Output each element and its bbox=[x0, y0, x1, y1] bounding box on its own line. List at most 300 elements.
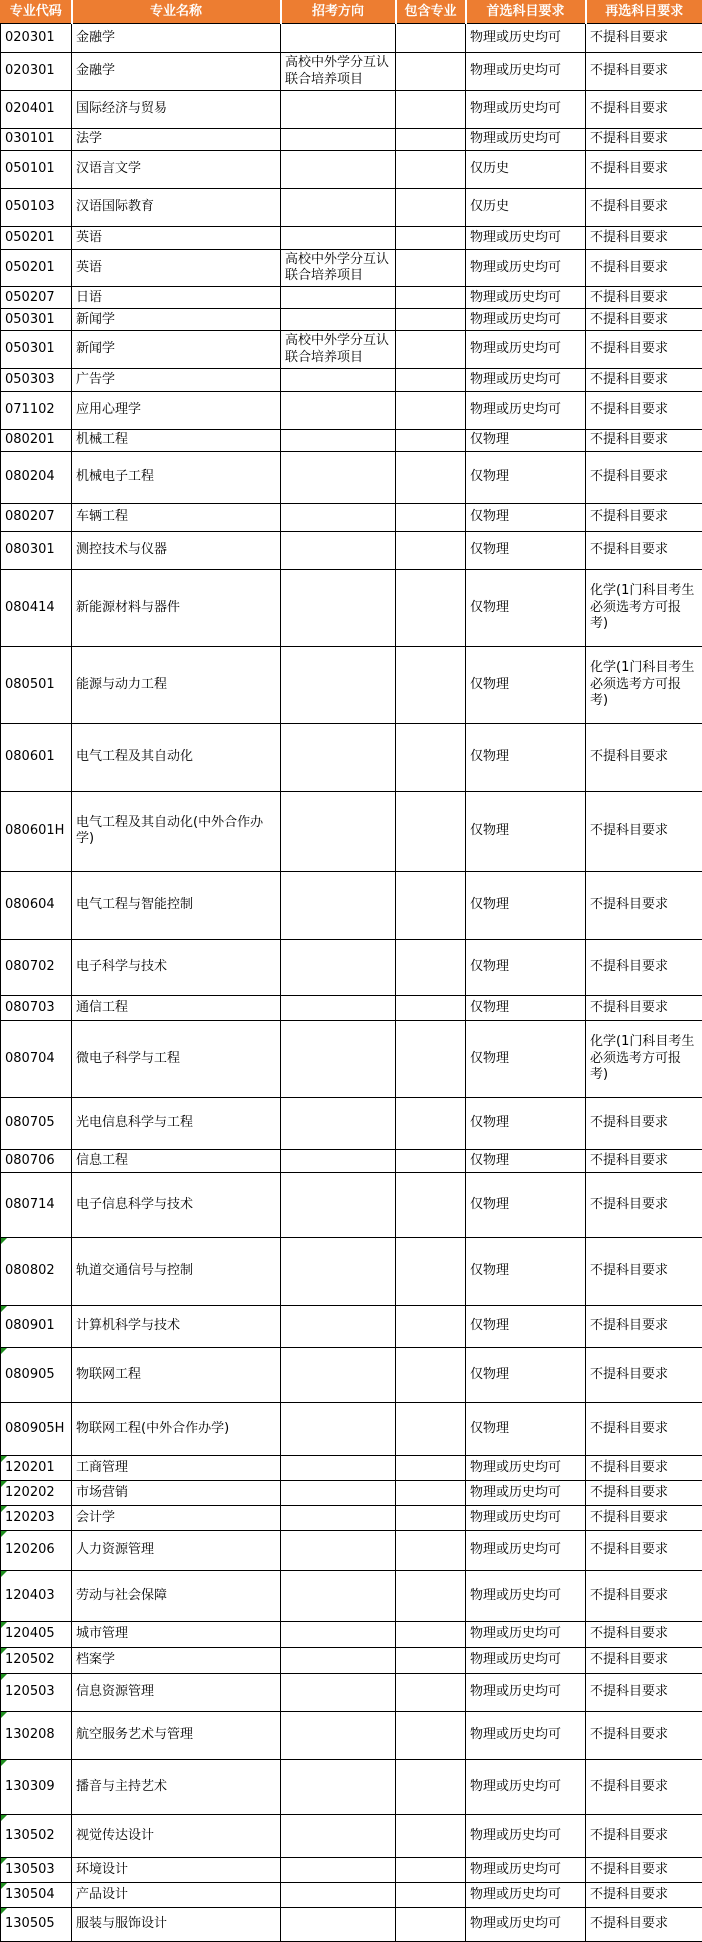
cell-direction[interactable] bbox=[281, 1621, 396, 1647]
cell-included[interactable] bbox=[396, 1621, 466, 1647]
cell-included[interactable] bbox=[396, 995, 466, 1020]
cell-included[interactable] bbox=[396, 1305, 466, 1347]
cell-direction[interactable] bbox=[281, 531, 396, 569]
cell-code[interactable] bbox=[1, 53, 72, 91]
cell-first-subject[interactable] bbox=[466, 791, 586, 871]
cell-included[interactable] bbox=[396, 1505, 466, 1530]
cell-code[interactable] bbox=[1, 331, 72, 369]
cell-first-subject[interactable] bbox=[466, 1621, 586, 1647]
cell-second-subject[interactable] bbox=[586, 646, 702, 723]
cell-code[interactable] bbox=[1, 1237, 72, 1305]
cell-included[interactable] bbox=[396, 1882, 466, 1907]
table-row bbox=[1, 128, 702, 150]
cell-direction[interactable] bbox=[281, 331, 396, 369]
cell-code[interactable] bbox=[1, 531, 72, 569]
cell-code[interactable] bbox=[1, 1570, 72, 1621]
cell-text: 英语 bbox=[76, 260, 102, 275]
cell-direction[interactable] bbox=[281, 1347, 396, 1402]
cell-name[interactable] bbox=[72, 1480, 281, 1505]
cell-name[interactable] bbox=[72, 309, 281, 331]
cell-included[interactable] bbox=[396, 128, 466, 150]
cell-direction[interactable] bbox=[281, 1305, 396, 1347]
cell-included[interactable] bbox=[396, 1570, 466, 1621]
cell-name[interactable] bbox=[72, 1020, 281, 1097]
cell-first-subject[interactable] bbox=[466, 309, 586, 331]
cell-second-subject[interactable] bbox=[586, 451, 702, 503]
cell-direction[interactable] bbox=[281, 939, 396, 995]
cell-text: 物理或历史均可 bbox=[470, 1828, 561, 1843]
cell-second-subject[interactable] bbox=[586, 53, 702, 91]
cell-name[interactable] bbox=[72, 287, 281, 309]
cell-first-subject[interactable] bbox=[466, 53, 586, 91]
cell-first-subject[interactable] bbox=[466, 451, 586, 503]
cell-second-subject[interactable] bbox=[586, 1711, 702, 1759]
cell-included[interactable] bbox=[396, 569, 466, 646]
cell-included[interactable] bbox=[396, 1530, 466, 1570]
cell-direction[interactable] bbox=[281, 1097, 396, 1149]
cell-code[interactable] bbox=[1, 1172, 72, 1237]
cell-name[interactable] bbox=[72, 368, 281, 391]
cell-first-subject[interactable] bbox=[466, 226, 586, 249]
cell-second-subject[interactable] bbox=[586, 1402, 702, 1455]
cell-second-subject[interactable] bbox=[586, 128, 702, 150]
cell-direction[interactable] bbox=[281, 53, 396, 91]
cell-name[interactable] bbox=[72, 1402, 281, 1455]
cell-text: 不提科目要求 bbox=[590, 749, 668, 764]
cell-included[interactable] bbox=[396, 503, 466, 531]
cell-name[interactable] bbox=[72, 451, 281, 503]
cell-code[interactable] bbox=[1, 188, 72, 226]
cell-first-subject[interactable] bbox=[466, 429, 586, 451]
cell-first-subject[interactable] bbox=[466, 1237, 586, 1305]
cell-included[interactable] bbox=[396, 24, 466, 53]
cell-name[interactable] bbox=[72, 1814, 281, 1857]
cell-text: 电气工程及其自动化 bbox=[76, 749, 193, 764]
cell-name[interactable] bbox=[72, 939, 281, 995]
cell-included[interactable] bbox=[396, 53, 466, 91]
cell-first-subject[interactable] bbox=[466, 249, 586, 287]
cell-name[interactable] bbox=[72, 1621, 281, 1647]
cell-name[interactable] bbox=[72, 871, 281, 939]
cell-direction[interactable] bbox=[281, 150, 396, 188]
cell-direction[interactable] bbox=[281, 287, 396, 309]
cell-direction[interactable] bbox=[281, 90, 396, 128]
cell-first-subject[interactable] bbox=[466, 1673, 586, 1711]
cell-included[interactable] bbox=[396, 1759, 466, 1814]
cell-second-subject[interactable] bbox=[586, 1570, 702, 1621]
cell-code[interactable] bbox=[1, 1347, 72, 1402]
cell-second-subject[interactable] bbox=[586, 871, 702, 939]
cell-first-subject[interactable] bbox=[466, 1570, 586, 1621]
cell-second-subject[interactable] bbox=[586, 1505, 702, 1530]
cell-first-subject[interactable] bbox=[466, 1305, 586, 1347]
cell-code[interactable] bbox=[1, 90, 72, 128]
cell-name[interactable] bbox=[72, 1857, 281, 1882]
cell-code[interactable] bbox=[1, 309, 72, 331]
cell-first-subject[interactable] bbox=[466, 1347, 586, 1402]
cell-direction[interactable] bbox=[281, 188, 396, 226]
cell-included[interactable] bbox=[396, 287, 466, 309]
cell-text: 物理或历史均可 bbox=[470, 1485, 561, 1500]
cell-direction[interactable] bbox=[281, 1857, 396, 1882]
cell-second-subject[interactable] bbox=[586, 391, 702, 429]
cell-code[interactable] bbox=[1, 871, 72, 939]
cell-name[interactable] bbox=[72, 1907, 281, 1941]
cell-second-subject[interactable] bbox=[586, 791, 702, 871]
cell-second-subject[interactable] bbox=[586, 1020, 702, 1097]
cell-included[interactable] bbox=[396, 1172, 466, 1237]
cell-second-subject[interactable] bbox=[586, 1237, 702, 1305]
cell-direction[interactable] bbox=[281, 1149, 396, 1172]
cell-first-subject[interactable] bbox=[466, 24, 586, 53]
cell-name[interactable] bbox=[72, 723, 281, 791]
cell-name[interactable] bbox=[72, 995, 281, 1020]
cell-included[interactable] bbox=[396, 939, 466, 995]
cell-second-subject[interactable] bbox=[586, 188, 702, 226]
cell-included[interactable] bbox=[396, 1455, 466, 1480]
cell-name[interactable] bbox=[72, 1305, 281, 1347]
cell-second-subject[interactable] bbox=[586, 1530, 702, 1570]
cell-second-subject[interactable] bbox=[586, 24, 702, 53]
cell-code[interactable] bbox=[1, 503, 72, 531]
cell-name[interactable] bbox=[72, 53, 281, 91]
cell-code[interactable] bbox=[1, 1305, 72, 1347]
cell-direction[interactable] bbox=[281, 429, 396, 451]
header-cell-included[interactable]: 包含专业 bbox=[396, 1, 466, 24]
cell-name[interactable] bbox=[72, 1172, 281, 1237]
header-cell-name[interactable]: 专业名称 bbox=[72, 1, 281, 24]
cell-second-subject[interactable] bbox=[586, 569, 702, 646]
cell-code[interactable] bbox=[1, 1814, 72, 1857]
cell-included[interactable] bbox=[396, 1097, 466, 1149]
cell-included[interactable] bbox=[396, 150, 466, 188]
cell-included[interactable] bbox=[396, 1814, 466, 1857]
cell-direction[interactable] bbox=[281, 503, 396, 531]
cell-second-subject[interactable] bbox=[586, 1455, 702, 1480]
cell-included[interactable] bbox=[396, 531, 466, 569]
cell-second-subject[interactable] bbox=[586, 1480, 702, 1505]
cell-second-subject[interactable] bbox=[586, 1305, 702, 1347]
cell-first-subject[interactable] bbox=[466, 1097, 586, 1149]
cell-text: 物理或历史均可 bbox=[470, 1916, 561, 1931]
cell-first-subject[interactable] bbox=[466, 1402, 586, 1455]
cell-included[interactable] bbox=[396, 429, 466, 451]
cell-direction[interactable] bbox=[281, 569, 396, 646]
cell-first-subject[interactable] bbox=[466, 1480, 586, 1505]
cell-first-subject[interactable] bbox=[466, 368, 586, 391]
cell-code[interactable] bbox=[1, 128, 72, 150]
cell-first-subject[interactable] bbox=[466, 503, 586, 531]
cell-direction[interactable] bbox=[281, 1647, 396, 1673]
cell-direction[interactable] bbox=[281, 646, 396, 723]
cell-direction[interactable] bbox=[281, 1814, 396, 1857]
header-cell-first-subject[interactable]: 首选科目要求 bbox=[466, 1, 586, 24]
cell-direction[interactable] bbox=[281, 871, 396, 939]
cell-direction[interactable] bbox=[281, 1882, 396, 1907]
cell-code[interactable] bbox=[1, 451, 72, 503]
cell-first-subject[interactable] bbox=[466, 723, 586, 791]
cell-code[interactable] bbox=[1, 1530, 72, 1570]
cell-second-subject[interactable] bbox=[586, 150, 702, 188]
cell-included[interactable] bbox=[396, 871, 466, 939]
cell-text: 通信工程 bbox=[76, 1000, 128, 1015]
cell-second-subject[interactable] bbox=[586, 1172, 702, 1237]
cell-name[interactable] bbox=[72, 1505, 281, 1530]
cell-first-subject[interactable] bbox=[466, 391, 586, 429]
cell-included[interactable] bbox=[396, 1480, 466, 1505]
cell-direction[interactable] bbox=[281, 1570, 396, 1621]
cell-name[interactable] bbox=[72, 1097, 281, 1149]
cell-name[interactable] bbox=[72, 531, 281, 569]
cell-code[interactable] bbox=[1, 24, 72, 53]
cell-second-subject[interactable] bbox=[586, 226, 702, 249]
cell-name[interactable] bbox=[72, 1882, 281, 1907]
cell-first-subject[interactable] bbox=[466, 569, 586, 646]
cell-name[interactable] bbox=[72, 1570, 281, 1621]
cell-included[interactable] bbox=[396, 368, 466, 391]
cell-name[interactable] bbox=[72, 1149, 281, 1172]
cell-name[interactable] bbox=[72, 1759, 281, 1814]
cell-direction[interactable] bbox=[281, 368, 396, 391]
cell-second-subject[interactable] bbox=[586, 287, 702, 309]
cell-included[interactable] bbox=[396, 226, 466, 249]
cell-included[interactable] bbox=[396, 391, 466, 429]
cell-direction[interactable] bbox=[281, 1530, 396, 1570]
cell-first-subject[interactable] bbox=[466, 1759, 586, 1814]
cell-included[interactable] bbox=[396, 1149, 466, 1172]
cell-code[interactable] bbox=[1, 995, 72, 1020]
cell-second-subject[interactable] bbox=[586, 939, 702, 995]
cell-first-subject[interactable] bbox=[466, 1530, 586, 1570]
cell-first-subject[interactable] bbox=[466, 1814, 586, 1857]
cell-first-subject[interactable] bbox=[466, 331, 586, 369]
cell-direction[interactable] bbox=[281, 1402, 396, 1455]
cell-direction[interactable] bbox=[281, 1907, 396, 1941]
cell-first-subject[interactable] bbox=[466, 150, 586, 188]
cell-included[interactable] bbox=[396, 1402, 466, 1455]
cell-direction[interactable] bbox=[281, 1172, 396, 1237]
cell-code[interactable] bbox=[1, 1907, 72, 1941]
cell-first-subject[interactable] bbox=[466, 1647, 586, 1673]
cell-code[interactable] bbox=[1, 429, 72, 451]
cell-text: 130208 bbox=[5, 1727, 55, 1742]
cell-second-subject[interactable] bbox=[586, 1347, 702, 1402]
cell-first-subject[interactable] bbox=[466, 1505, 586, 1530]
cell-direction[interactable] bbox=[281, 249, 396, 287]
cell-second-subject[interactable] bbox=[586, 1907, 702, 1941]
cell-included[interactable] bbox=[396, 723, 466, 791]
cell-code[interactable] bbox=[1, 1149, 72, 1172]
cell-direction[interactable] bbox=[281, 995, 396, 1020]
cell-first-subject[interactable] bbox=[466, 1172, 586, 1237]
cell-code[interactable] bbox=[1, 1020, 72, 1097]
cell-name[interactable] bbox=[72, 24, 281, 53]
cell-code[interactable] bbox=[1, 646, 72, 723]
cell-code[interactable] bbox=[1, 1097, 72, 1149]
cell-second-subject[interactable] bbox=[586, 249, 702, 287]
cell-second-subject[interactable] bbox=[586, 1759, 702, 1814]
cell-direction[interactable] bbox=[281, 451, 396, 503]
cell-name[interactable] bbox=[72, 569, 281, 646]
cell-second-subject[interactable] bbox=[586, 368, 702, 391]
cell-direction[interactable] bbox=[281, 791, 396, 871]
cell-name[interactable] bbox=[72, 391, 281, 429]
cell-included[interactable] bbox=[396, 1857, 466, 1882]
cell-first-subject[interactable] bbox=[466, 871, 586, 939]
cell-second-subject[interactable] bbox=[586, 1857, 702, 1882]
cell-second-subject[interactable] bbox=[586, 531, 702, 569]
cell-name[interactable] bbox=[72, 1673, 281, 1711]
cell-included[interactable] bbox=[396, 1020, 466, 1097]
cell-included[interactable] bbox=[396, 1347, 466, 1402]
cell-code[interactable] bbox=[1, 1857, 72, 1882]
cell-first-subject[interactable] bbox=[466, 188, 586, 226]
cell-direction[interactable] bbox=[281, 128, 396, 150]
cell-name[interactable] bbox=[72, 90, 281, 128]
cell-included[interactable] bbox=[396, 188, 466, 226]
cell-included[interactable] bbox=[396, 90, 466, 128]
cell-included[interactable] bbox=[396, 451, 466, 503]
cell-first-subject[interactable] bbox=[466, 1907, 586, 1941]
cell-code[interactable] bbox=[1, 723, 72, 791]
cell-name[interactable] bbox=[72, 1237, 281, 1305]
cell-first-subject[interactable] bbox=[466, 1882, 586, 1907]
cell-included[interactable] bbox=[396, 1907, 466, 1941]
cell-second-subject[interactable] bbox=[586, 1097, 702, 1149]
cell-included[interactable] bbox=[396, 646, 466, 723]
cell-code[interactable] bbox=[1, 1759, 72, 1814]
cell-included[interactable] bbox=[396, 791, 466, 871]
cell-code[interactable] bbox=[1, 1882, 72, 1907]
cell-direction[interactable] bbox=[281, 1505, 396, 1530]
cell-second-subject[interactable] bbox=[586, 1149, 702, 1172]
cell-code[interactable] bbox=[1, 150, 72, 188]
cell-second-subject[interactable] bbox=[586, 1673, 702, 1711]
cell-text: 不提科目要求 bbox=[590, 1485, 668, 1500]
cell-second-subject[interactable] bbox=[586, 503, 702, 531]
cell-direction[interactable] bbox=[281, 1020, 396, 1097]
cell-included[interactable] bbox=[396, 1237, 466, 1305]
cell-code[interactable] bbox=[1, 1402, 72, 1455]
cell-name[interactable] bbox=[72, 1455, 281, 1480]
cell-included[interactable] bbox=[396, 1647, 466, 1673]
cell-first-subject[interactable] bbox=[466, 90, 586, 128]
cell-code[interactable] bbox=[1, 569, 72, 646]
cell-second-subject[interactable] bbox=[586, 1647, 702, 1673]
cell-name[interactable] bbox=[72, 1530, 281, 1570]
cell-included[interactable] bbox=[396, 1711, 466, 1759]
cell-second-subject[interactable] bbox=[586, 723, 702, 791]
cell-text: 广告学 bbox=[76, 372, 115, 387]
cell-direction[interactable] bbox=[281, 1455, 396, 1480]
cell-name[interactable] bbox=[72, 1711, 281, 1759]
cell-code[interactable] bbox=[1, 939, 72, 995]
cell-included[interactable] bbox=[396, 331, 466, 369]
cell-code[interactable] bbox=[1, 249, 72, 287]
cell-second-subject[interactable] bbox=[586, 995, 702, 1020]
cell-code[interactable] bbox=[1, 1711, 72, 1759]
cell-name[interactable] bbox=[72, 128, 281, 150]
cell-code[interactable] bbox=[1, 1673, 72, 1711]
cell-name[interactable] bbox=[72, 646, 281, 723]
header-cell-second-subject[interactable]: 再选科目要求 bbox=[586, 1, 702, 24]
header-cell-direction[interactable]: 招考方向 bbox=[281, 1, 396, 24]
cell-name[interactable] bbox=[72, 150, 281, 188]
cell-code[interactable] bbox=[1, 368, 72, 391]
cell-text: 不提科目要求 bbox=[590, 1887, 668, 1902]
cell-name[interactable] bbox=[72, 226, 281, 249]
cell-text: 微电子科学与工程 bbox=[76, 1051, 180, 1066]
cell-first-subject[interactable] bbox=[466, 1857, 586, 1882]
cell-second-subject[interactable] bbox=[586, 331, 702, 369]
cell-second-subject[interactable] bbox=[586, 1814, 702, 1857]
cell-first-subject[interactable] bbox=[466, 939, 586, 995]
cell-text: 050301 bbox=[5, 341, 55, 356]
cell-first-subject[interactable] bbox=[466, 287, 586, 309]
cell-direction[interactable] bbox=[281, 1237, 396, 1305]
cell-direction[interactable] bbox=[281, 226, 396, 249]
cell-included[interactable] bbox=[396, 1673, 466, 1711]
cell-code[interactable] bbox=[1, 287, 72, 309]
cell-first-subject[interactable] bbox=[466, 128, 586, 150]
cell-direction[interactable] bbox=[281, 1673, 396, 1711]
cell-second-subject[interactable] bbox=[586, 309, 702, 331]
cell-code[interactable] bbox=[1, 226, 72, 249]
cell-direction[interactable] bbox=[281, 1480, 396, 1505]
header-cell-code[interactable]: 专业代码 bbox=[1, 1, 72, 24]
cell-text: 120405 bbox=[5, 1626, 55, 1641]
cell-included[interactable] bbox=[396, 249, 466, 287]
cell-direction[interactable] bbox=[281, 723, 396, 791]
cell-direction[interactable] bbox=[281, 1711, 396, 1759]
cell-included[interactable] bbox=[396, 309, 466, 331]
cell-first-subject[interactable] bbox=[466, 1149, 586, 1172]
cell-name[interactable] bbox=[72, 791, 281, 871]
cell-name[interactable] bbox=[72, 1647, 281, 1673]
cell-code[interactable] bbox=[1, 1455, 72, 1480]
cell-text: 物理或历史均可 bbox=[470, 131, 561, 146]
cell-first-subject[interactable] bbox=[466, 1455, 586, 1480]
cell-direction[interactable] bbox=[281, 24, 396, 53]
cell-code[interactable] bbox=[1, 391, 72, 429]
cell-direction[interactable] bbox=[281, 391, 396, 429]
cell-second-subject[interactable] bbox=[586, 90, 702, 128]
cell-name[interactable] bbox=[72, 1347, 281, 1402]
cell-code[interactable] bbox=[1, 1480, 72, 1505]
cell-first-subject[interactable] bbox=[466, 646, 586, 723]
cell-first-subject[interactable] bbox=[466, 1020, 586, 1097]
cell-name[interactable] bbox=[72, 249, 281, 287]
cell-code[interactable] bbox=[1, 1647, 72, 1673]
cell-code[interactable] bbox=[1, 1621, 72, 1647]
cell-second-subject[interactable] bbox=[586, 429, 702, 451]
cell-code[interactable] bbox=[1, 1505, 72, 1530]
cell-first-subject[interactable] bbox=[466, 1711, 586, 1759]
cell-name[interactable] bbox=[72, 429, 281, 451]
cell-direction[interactable] bbox=[281, 309, 396, 331]
cell-text: 不提科目要求 bbox=[590, 509, 668, 524]
cell-name[interactable] bbox=[72, 331, 281, 369]
cell-code[interactable] bbox=[1, 791, 72, 871]
cell-text: 物理或历史均可 bbox=[470, 290, 561, 305]
cell-direction[interactable] bbox=[281, 1759, 396, 1814]
cell-first-subject[interactable] bbox=[466, 995, 586, 1020]
cell-name[interactable] bbox=[72, 503, 281, 531]
cell-first-subject[interactable] bbox=[466, 531, 586, 569]
cell-name[interactable] bbox=[72, 188, 281, 226]
cell-second-subject[interactable] bbox=[586, 1621, 702, 1647]
cell-second-subject[interactable] bbox=[586, 1882, 702, 1907]
